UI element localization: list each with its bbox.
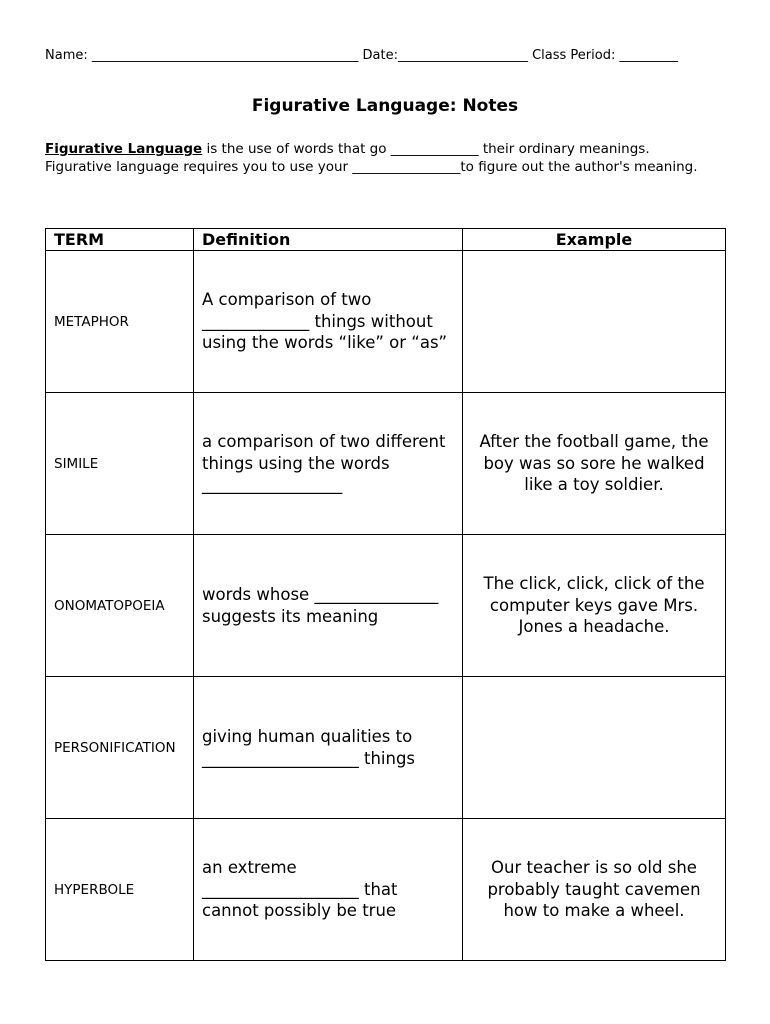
example-cell [463,677,726,819]
example-cell: After the football game, the boy was so sore he walked like a toy soldier. [463,393,726,535]
table-row [46,393,726,535]
example-cell: The click, click, click of the computer keys gave Mrs. Jones a headache. [463,535,726,677]
definition-cell: words whose _______________ suggests its meaning [194,535,463,677]
intro-line-2: Figurative language requires you to use your ________________to figure out the author's meaning. [45,159,698,175]
intro-line-1-text: is the use of words that go _____________ their ordinary meanings. [202,141,650,157]
example-cell [463,251,726,393]
example-cell: Our teacher is so old she probably taught cavemen how to make a wheel. [463,819,726,961]
table-row [46,251,726,393]
table-row [46,535,726,677]
term-cell: SIMILE [46,393,194,535]
page-title: Figurative Language: Notes [251,96,519,116]
intro-term: Figurative Language [45,141,203,157]
definition-cell: a comparison of two different things using the words _________________ [194,393,463,535]
term-cell: HYPERBOLE [46,819,194,961]
intro-line-1 [45,140,735,158]
notes-table [45,228,726,961]
header-definition: Definition [194,229,463,251]
term-cell: PERSONIFICATION [46,677,194,819]
table-header-row [46,229,726,251]
table-row [46,677,726,819]
definition-cell: giving human qualities to ___________________ things [194,677,463,819]
term-cell: METAPHOR [46,251,194,393]
header-term: TERM [46,229,194,251]
table-row [46,819,726,961]
header-example: Example [463,229,726,251]
definition-cell: an extreme ___________________ that cannot possibly be true [194,819,463,961]
term-cell: ONOMATOPOEIA [46,535,194,677]
definition-cell: A comparison of two _____________ things without using the words “like” or “as” [194,251,463,393]
intro-paragraph [45,140,735,176]
header-fields-line: Name: _________________________________________ Date:____________________ Class Period: _________ [45,48,678,63]
